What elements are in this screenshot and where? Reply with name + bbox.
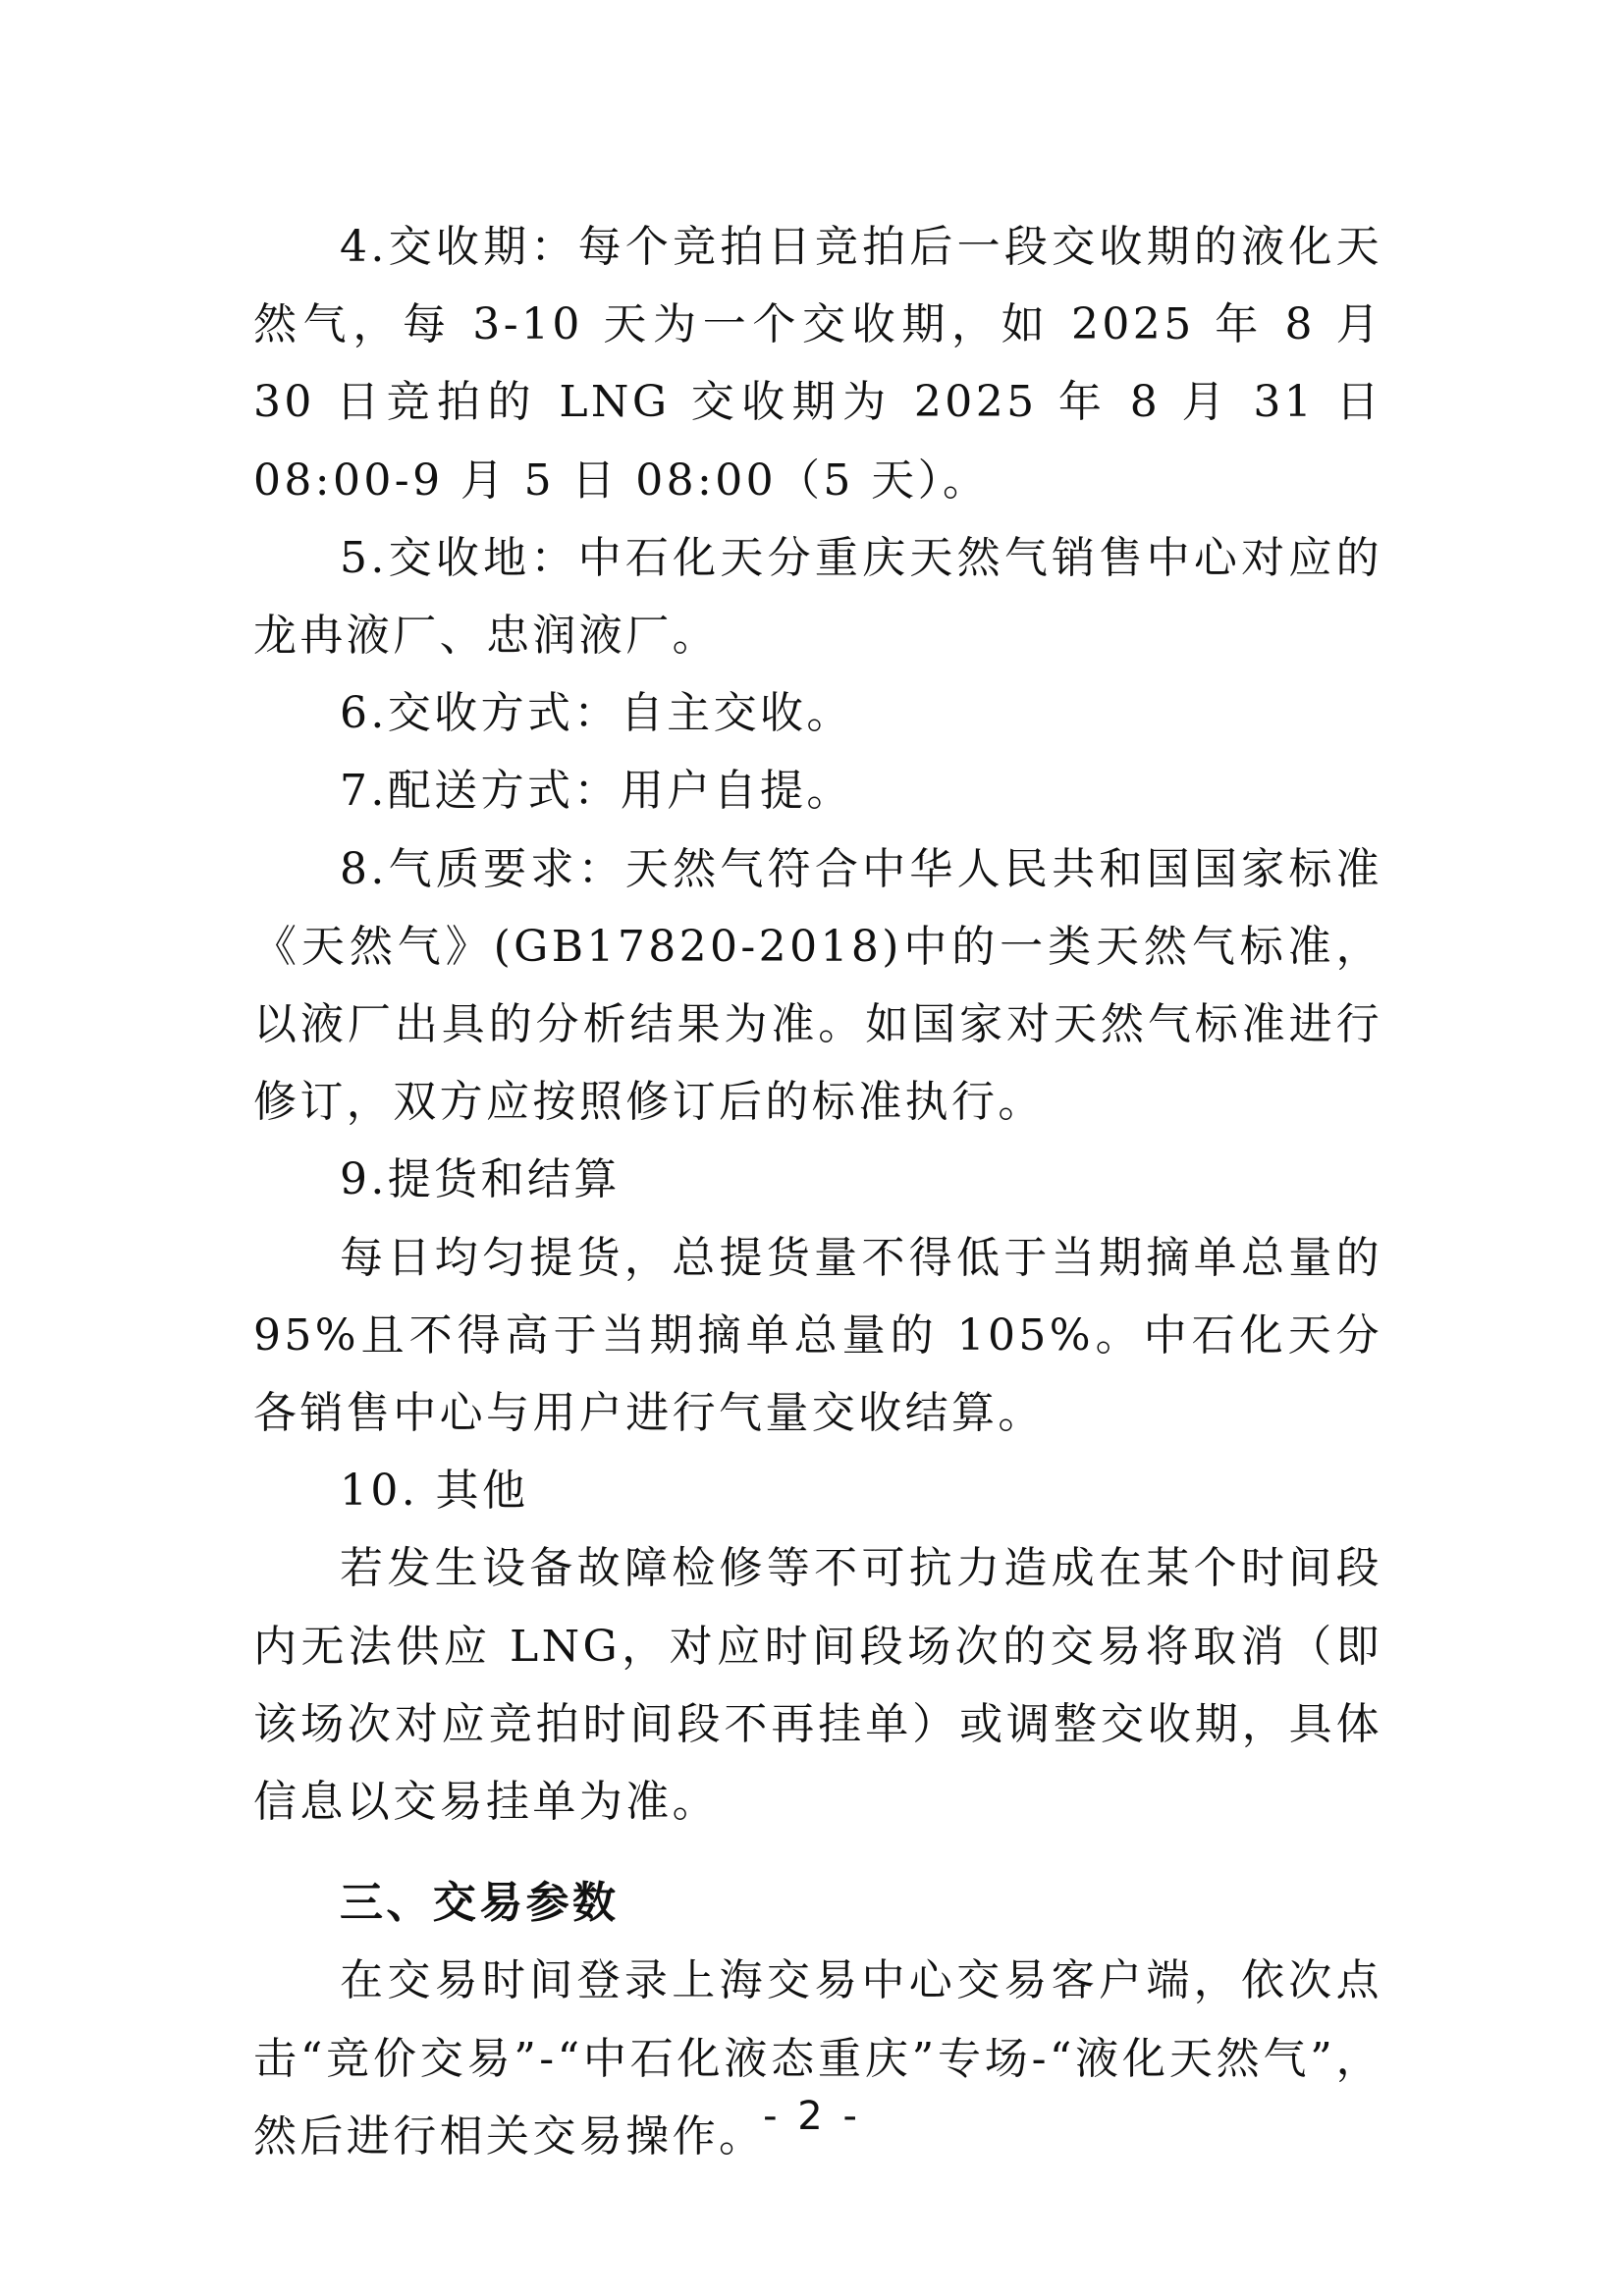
paragraph-delivery-method: 6.交收方式：自主交收。 [340, 688, 853, 739]
paragraph-delivery-location: 5.交收地：中石化天分重庆天然气销售中心对应的龙冉液厂、忠润液厂。 [253, 532, 1382, 662]
paragraph-delivery-period: 4.交收期：每个竞拍日竞拍后一段交收期的液化天然气，每 3-10 天为一个交收期，如 2025 年 8 月 30 日竞拍的 LNG 交收期为 2025 年 8 月 31 日 08:00-9 月 5 日 08:00（5 天）。 [253, 222, 1382, 506]
document-body [253, 208, 1382, 2175]
page-number: - 2 - [763, 2094, 861, 2139]
paragraph-pickup-settlement-title: 9.提货和结算 [340, 1154, 621, 1205]
paragraph-pickup-settlement-body: 每日均匀提货，总提货量不得低于当期摘单总量的 95%且不得高于当期摘单总量的 105%。中石化天分各销售中心与用户进行气量交收结算。 [253, 1232, 1382, 1439]
paragraph-trading-instructions: 在交易时间登录上海交易中心交易客户端，依次点击“竞价交易”-“中石化液态重庆”专场-“液化天然气”，然后进行相关交易操作。 [253, 1955, 1382, 2162]
paragraph-other-title: 10. 其他 [340, 1466, 529, 1517]
paragraph-other-body: 若发生设备故障检修等不可抗力造成在某个时间段内无法供应 LNG，对应时间段场次的交易将取消（即该场次对应竞拍时间段不再挂单）或调整交收期，具体信息以交易挂单为准。 [253, 1543, 1382, 1828]
paragraph-gas-quality: 8.气质要求：天然气符合中华人民共和国国家标准《天然气》(GB17820-2018)中的一类天然气标准，以液厂出具的分析结果为准。如国家对天然气标准进行修订，双方应按照修订后的标准执行。 [253, 843, 1382, 1128]
paragraph-distribution-method: 7.配送方式：用户自提。 [340, 766, 853, 817]
section-heading: 三、交易参数 [340, 1878, 620, 1929]
